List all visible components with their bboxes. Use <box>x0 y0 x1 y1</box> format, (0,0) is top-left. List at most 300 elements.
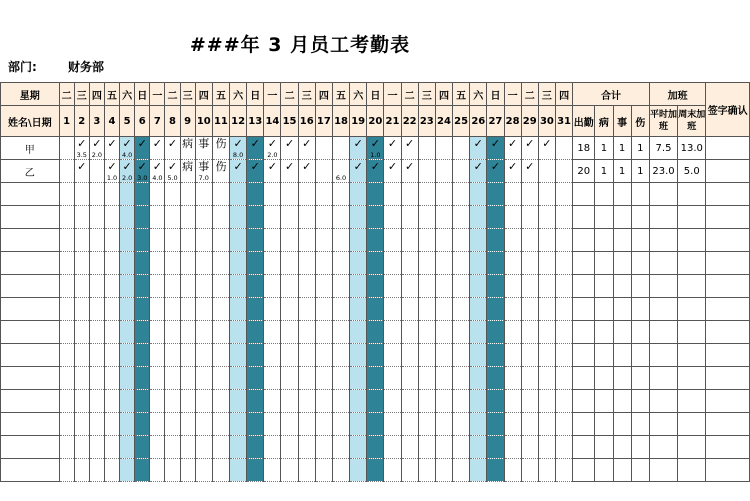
day-cell[interactable] <box>504 367 521 390</box>
day-cell[interactable] <box>59 275 74 298</box>
day-cell[interactable] <box>150 413 165 436</box>
day-cell[interactable] <box>281 183 298 206</box>
day-cell[interactable] <box>350 298 367 321</box>
day-cell[interactable] <box>281 229 298 252</box>
day-cell[interactable] <box>470 160 487 183</box>
employee-name[interactable] <box>1 206 60 229</box>
day-cell[interactable] <box>264 160 281 183</box>
day-cell[interactable] <box>332 206 349 229</box>
day-cell[interactable] <box>487 367 504 390</box>
day-cell[interactable] <box>195 160 212 183</box>
personal-count[interactable] <box>613 206 631 229</box>
day-cell[interactable] <box>150 321 165 344</box>
day-cell[interactable] <box>74 344 89 367</box>
day-cell[interactable] <box>470 436 487 459</box>
day-cell[interactable] <box>120 436 135 459</box>
day-cell[interactable] <box>135 367 150 390</box>
day-cell[interactable] <box>504 183 521 206</box>
day-cell[interactable] <box>247 160 264 183</box>
day-cell[interactable] <box>120 206 135 229</box>
day-cell[interactable] <box>453 459 470 482</box>
day-cell[interactable] <box>59 206 74 229</box>
day-cell[interactable] <box>195 206 212 229</box>
day-cell[interactable] <box>230 137 247 160</box>
day-cell[interactable] <box>247 413 264 436</box>
day-cell[interactable] <box>120 344 135 367</box>
day-cell[interactable] <box>487 436 504 459</box>
day-cell[interactable] <box>367 229 384 252</box>
day-cell[interactable] <box>195 413 212 436</box>
day-cell[interactable] <box>470 298 487 321</box>
attendance-count[interactable] <box>573 298 595 321</box>
day-cell[interactable] <box>247 344 264 367</box>
day-cell[interactable] <box>435 229 452 252</box>
weekend-ot-total[interactable] <box>678 183 706 206</box>
day-cell[interactable] <box>521 459 538 482</box>
day-cell[interactable] <box>453 298 470 321</box>
day-cell[interactable] <box>180 390 195 413</box>
day-cell[interactable] <box>104 137 119 160</box>
day-cell[interactable] <box>504 390 521 413</box>
day-cell[interactable] <box>165 413 180 436</box>
weekend-ot-total[interactable] <box>678 275 706 298</box>
day-cell[interactable] <box>281 275 298 298</box>
day-cell[interactable] <box>487 321 504 344</box>
day-cell[interactable] <box>538 206 555 229</box>
day-cell[interactable] <box>555 252 572 275</box>
employee-name[interactable] <box>1 436 60 459</box>
day-cell[interactable] <box>401 229 418 252</box>
day-cell[interactable] <box>435 160 452 183</box>
day-cell[interactable] <box>538 252 555 275</box>
day-cell[interactable] <box>418 229 435 252</box>
personal-count[interactable] <box>613 252 631 275</box>
day-cell[interactable] <box>350 252 367 275</box>
day-cell[interactable] <box>332 413 349 436</box>
personal-count[interactable]: 1 <box>613 160 631 183</box>
injury-count[interactable] <box>631 206 649 229</box>
day-cell[interactable] <box>350 436 367 459</box>
day-cell[interactable] <box>180 459 195 482</box>
day-cell[interactable] <box>367 459 384 482</box>
day-cell[interactable] <box>247 206 264 229</box>
day-cell[interactable] <box>180 252 195 275</box>
day-cell[interactable] <box>135 206 150 229</box>
day-cell[interactable] <box>384 183 401 206</box>
sick-count[interactable] <box>595 367 613 390</box>
day-cell[interactable] <box>401 436 418 459</box>
day-cell[interactable] <box>281 367 298 390</box>
day-cell[interactable] <box>165 275 180 298</box>
sick-count[interactable] <box>595 206 613 229</box>
sick-count[interactable] <box>595 229 613 252</box>
day-cell[interactable] <box>298 183 315 206</box>
day-cell[interactable] <box>315 321 332 344</box>
day-cell[interactable] <box>504 275 521 298</box>
injury-count[interactable] <box>631 252 649 275</box>
day-cell[interactable] <box>453 390 470 413</box>
day-cell[interactable] <box>504 160 521 183</box>
day-cell[interactable] <box>180 321 195 344</box>
weekday-ot-total[interactable]: 7.5 <box>649 137 677 160</box>
day-cell[interactable] <box>470 206 487 229</box>
day-cell[interactable] <box>453 413 470 436</box>
day-cell[interactable] <box>470 413 487 436</box>
day-cell[interactable] <box>401 206 418 229</box>
day-cell[interactable] <box>195 183 212 206</box>
day-cell[interactable] <box>74 229 89 252</box>
day-cell[interactable] <box>521 160 538 183</box>
day-cell[interactable] <box>555 436 572 459</box>
day-cell[interactable] <box>59 137 74 160</box>
day-cell[interactable] <box>384 252 401 275</box>
day-cell[interactable] <box>538 459 555 482</box>
day-cell[interactable] <box>401 275 418 298</box>
day-cell[interactable] <box>418 137 435 160</box>
day-cell[interactable] <box>212 459 229 482</box>
day-cell[interactable] <box>350 459 367 482</box>
day-cell[interactable] <box>180 367 195 390</box>
employee-name[interactable] <box>1 275 60 298</box>
day-cell[interactable] <box>59 436 74 459</box>
employee-name[interactable] <box>1 413 60 436</box>
day-cell[interactable] <box>453 344 470 367</box>
day-cell[interactable] <box>281 413 298 436</box>
day-cell[interactable] <box>538 298 555 321</box>
day-cell[interactable] <box>418 252 435 275</box>
day-cell[interactable] <box>538 160 555 183</box>
day-cell[interactable] <box>135 436 150 459</box>
day-cell[interactable] <box>264 344 281 367</box>
day-cell[interactable] <box>281 137 298 160</box>
weekday-ot-total[interactable] <box>649 390 677 413</box>
injury-count[interactable]: 1 <box>631 160 649 183</box>
day-cell[interactable] <box>315 367 332 390</box>
day-cell[interactable] <box>521 229 538 252</box>
day-cell[interactable] <box>104 367 119 390</box>
day-cell[interactable] <box>298 252 315 275</box>
day-cell[interactable] <box>281 160 298 183</box>
day-cell[interactable] <box>230 206 247 229</box>
day-cell[interactable] <box>89 367 104 390</box>
day-cell[interactable] <box>120 298 135 321</box>
day-cell[interactable] <box>521 436 538 459</box>
day-cell[interactable] <box>401 413 418 436</box>
day-cell[interactable] <box>401 298 418 321</box>
day-cell[interactable] <box>230 229 247 252</box>
day-cell[interactable] <box>281 459 298 482</box>
attendance-count[interactable] <box>573 413 595 436</box>
day-cell[interactable] <box>230 252 247 275</box>
day-cell[interactable] <box>298 390 315 413</box>
day-cell[interactable] <box>89 459 104 482</box>
weekday-ot-total[interactable] <box>649 413 677 436</box>
personal-count[interactable] <box>613 183 631 206</box>
day-cell[interactable] <box>74 367 89 390</box>
day-cell[interactable] <box>332 321 349 344</box>
day-cell[interactable] <box>418 160 435 183</box>
day-cell[interactable] <box>487 160 504 183</box>
day-cell[interactable] <box>350 229 367 252</box>
personal-count[interactable] <box>613 298 631 321</box>
day-cell[interactable] <box>230 436 247 459</box>
day-cell[interactable] <box>298 137 315 160</box>
day-cell[interactable] <box>135 459 150 482</box>
day-cell[interactable] <box>247 298 264 321</box>
day-cell[interactable] <box>401 321 418 344</box>
day-cell[interactable] <box>165 160 180 183</box>
weekend-ot-total[interactable] <box>678 321 706 344</box>
day-cell[interactable] <box>367 390 384 413</box>
day-cell[interactable] <box>384 160 401 183</box>
day-cell[interactable] <box>453 321 470 344</box>
day-cell[interactable] <box>384 436 401 459</box>
personal-count[interactable]: 1 <box>613 137 631 160</box>
day-cell[interactable] <box>180 137 195 160</box>
day-cell[interactable] <box>487 459 504 482</box>
attendance-count[interactable] <box>573 436 595 459</box>
day-cell[interactable] <box>195 459 212 482</box>
day-cell[interactable] <box>165 298 180 321</box>
day-cell[interactable] <box>384 413 401 436</box>
day-cell[interactable] <box>418 459 435 482</box>
day-cell[interactable] <box>487 229 504 252</box>
day-cell[interactable] <box>487 137 504 160</box>
signature-cell[interactable] <box>706 367 750 390</box>
day-cell[interactable] <box>212 206 229 229</box>
day-cell[interactable] <box>212 413 229 436</box>
day-cell[interactable] <box>247 137 264 160</box>
day-cell[interactable] <box>165 183 180 206</box>
day-cell[interactable] <box>89 160 104 183</box>
day-cell[interactable] <box>89 275 104 298</box>
day-cell[interactable] <box>384 275 401 298</box>
day-cell[interactable] <box>264 321 281 344</box>
injury-count[interactable] <box>631 275 649 298</box>
employee-name[interactable] <box>1 229 60 252</box>
day-cell[interactable] <box>104 183 119 206</box>
weekend-ot-total[interactable] <box>678 229 706 252</box>
day-cell[interactable] <box>212 367 229 390</box>
day-cell[interactable] <box>538 436 555 459</box>
day-cell[interactable] <box>453 206 470 229</box>
day-cell[interactable] <box>120 390 135 413</box>
day-cell[interactable] <box>384 367 401 390</box>
day-cell[interactable] <box>435 367 452 390</box>
day-cell[interactable] <box>135 160 150 183</box>
day-cell[interactable] <box>538 344 555 367</box>
weekend-ot-total[interactable] <box>678 344 706 367</box>
day-cell[interactable] <box>264 390 281 413</box>
day-cell[interactable] <box>418 298 435 321</box>
weekend-ot-total[interactable] <box>678 298 706 321</box>
day-cell[interactable] <box>150 459 165 482</box>
day-cell[interactable] <box>538 137 555 160</box>
day-cell[interactable] <box>435 390 452 413</box>
day-cell[interactable] <box>555 160 572 183</box>
day-cell[interactable] <box>487 298 504 321</box>
day-cell[interactable] <box>350 367 367 390</box>
day-cell[interactable] <box>298 344 315 367</box>
day-cell[interactable] <box>120 459 135 482</box>
day-cell[interactable] <box>555 459 572 482</box>
day-cell[interactable] <box>435 413 452 436</box>
day-cell[interactable] <box>401 459 418 482</box>
employee-name[interactable] <box>1 367 60 390</box>
day-cell[interactable] <box>332 344 349 367</box>
day-cell[interactable] <box>350 321 367 344</box>
day-cell[interactable] <box>247 252 264 275</box>
day-cell[interactable] <box>487 390 504 413</box>
day-cell[interactable] <box>350 160 367 183</box>
day-cell[interactable] <box>401 160 418 183</box>
weekday-ot-total[interactable] <box>649 298 677 321</box>
day-cell[interactable] <box>470 459 487 482</box>
day-cell[interactable] <box>212 137 229 160</box>
day-cell[interactable] <box>264 459 281 482</box>
sick-count[interactable]: 1 <box>595 160 613 183</box>
attendance-count[interactable] <box>573 459 595 482</box>
day-cell[interactable] <box>350 390 367 413</box>
day-cell[interactable] <box>521 413 538 436</box>
day-cell[interactable] <box>89 390 104 413</box>
day-cell[interactable] <box>332 436 349 459</box>
day-cell[interactable] <box>230 413 247 436</box>
day-cell[interactable] <box>350 413 367 436</box>
day-cell[interactable] <box>150 183 165 206</box>
day-cell[interactable] <box>332 390 349 413</box>
day-cell[interactable] <box>59 344 74 367</box>
weekday-ot-total[interactable] <box>649 275 677 298</box>
day-cell[interactable] <box>435 137 452 160</box>
day-cell[interactable] <box>555 321 572 344</box>
sick-count[interactable] <box>595 298 613 321</box>
day-cell[interactable] <box>264 183 281 206</box>
day-cell[interactable] <box>165 252 180 275</box>
day-cell[interactable] <box>470 390 487 413</box>
weekend-ot-total[interactable]: 5.0 <box>678 160 706 183</box>
day-cell[interactable] <box>298 413 315 436</box>
personal-count[interactable] <box>613 413 631 436</box>
day-cell[interactable] <box>521 344 538 367</box>
day-cell[interactable] <box>298 298 315 321</box>
day-cell[interactable] <box>264 436 281 459</box>
day-cell[interactable] <box>367 367 384 390</box>
day-cell[interactable] <box>104 436 119 459</box>
signature-cell[interactable] <box>706 275 750 298</box>
day-cell[interactable] <box>104 298 119 321</box>
day-cell[interactable] <box>180 298 195 321</box>
day-cell[interactable] <box>435 252 452 275</box>
day-cell[interactable] <box>120 275 135 298</box>
day-cell[interactable] <box>247 183 264 206</box>
day-cell[interactable] <box>120 137 135 160</box>
day-cell[interactable] <box>230 367 247 390</box>
day-cell[interactable] <box>74 206 89 229</box>
day-cell[interactable] <box>521 183 538 206</box>
day-cell[interactable] <box>435 298 452 321</box>
day-cell[interactable] <box>150 160 165 183</box>
day-cell[interactable] <box>470 321 487 344</box>
attendance-count[interactable] <box>573 275 595 298</box>
day-cell[interactable] <box>59 229 74 252</box>
signature-cell[interactable] <box>706 390 750 413</box>
day-cell[interactable] <box>281 390 298 413</box>
day-cell[interactable] <box>384 298 401 321</box>
sick-count[interactable]: 1 <box>595 137 613 160</box>
day-cell[interactable] <box>418 183 435 206</box>
day-cell[interactable] <box>315 229 332 252</box>
day-cell[interactable] <box>150 367 165 390</box>
day-cell[interactable] <box>350 275 367 298</box>
attendance-count[interactable] <box>573 206 595 229</box>
day-cell[interactable] <box>453 367 470 390</box>
day-cell[interactable] <box>165 206 180 229</box>
signature-cell[interactable] <box>706 160 750 183</box>
day-cell[interactable] <box>247 275 264 298</box>
day-cell[interactable] <box>120 229 135 252</box>
weekday-ot-total[interactable] <box>649 436 677 459</box>
day-cell[interactable] <box>504 413 521 436</box>
day-cell[interactable] <box>212 275 229 298</box>
day-cell[interactable] <box>180 413 195 436</box>
day-cell[interactable] <box>89 137 104 160</box>
day-cell[interactable] <box>332 459 349 482</box>
day-cell[interactable] <box>59 160 74 183</box>
day-cell[interactable] <box>298 229 315 252</box>
day-cell[interactable] <box>487 344 504 367</box>
day-cell[interactable] <box>230 344 247 367</box>
day-cell[interactable] <box>350 137 367 160</box>
weekend-ot-total[interactable]: 13.0 <box>678 137 706 160</box>
sick-count[interactable] <box>595 459 613 482</box>
day-cell[interactable] <box>59 252 74 275</box>
day-cell[interactable] <box>120 413 135 436</box>
day-cell[interactable] <box>281 298 298 321</box>
day-cell[interactable] <box>165 367 180 390</box>
day-cell[interactable] <box>487 206 504 229</box>
day-cell[interactable] <box>538 183 555 206</box>
day-cell[interactable] <box>418 275 435 298</box>
day-cell[interactable] <box>435 436 452 459</box>
day-cell[interactable] <box>487 183 504 206</box>
day-cell[interactable] <box>104 206 119 229</box>
day-cell[interactable] <box>315 298 332 321</box>
weekday-ot-total[interactable] <box>649 183 677 206</box>
day-cell[interactable] <box>298 436 315 459</box>
day-cell[interactable] <box>74 252 89 275</box>
day-cell[interactable] <box>435 206 452 229</box>
day-cell[interactable] <box>453 436 470 459</box>
day-cell[interactable] <box>401 252 418 275</box>
day-cell[interactable] <box>298 321 315 344</box>
attendance-count[interactable] <box>573 344 595 367</box>
day-cell[interactable] <box>298 367 315 390</box>
day-cell[interactable] <box>555 367 572 390</box>
day-cell[interactable] <box>538 367 555 390</box>
signature-cell[interactable] <box>706 229 750 252</box>
day-cell[interactable] <box>74 459 89 482</box>
day-cell[interactable] <box>135 252 150 275</box>
day-cell[interactable] <box>367 413 384 436</box>
attendance-count[interactable]: 20 <box>573 160 595 183</box>
sick-count[interactable] <box>595 275 613 298</box>
attendance-count[interactable] <box>573 252 595 275</box>
signature-cell[interactable] <box>706 344 750 367</box>
employee-name[interactable] <box>1 459 60 482</box>
day-cell[interactable] <box>264 252 281 275</box>
day-cell[interactable] <box>555 183 572 206</box>
